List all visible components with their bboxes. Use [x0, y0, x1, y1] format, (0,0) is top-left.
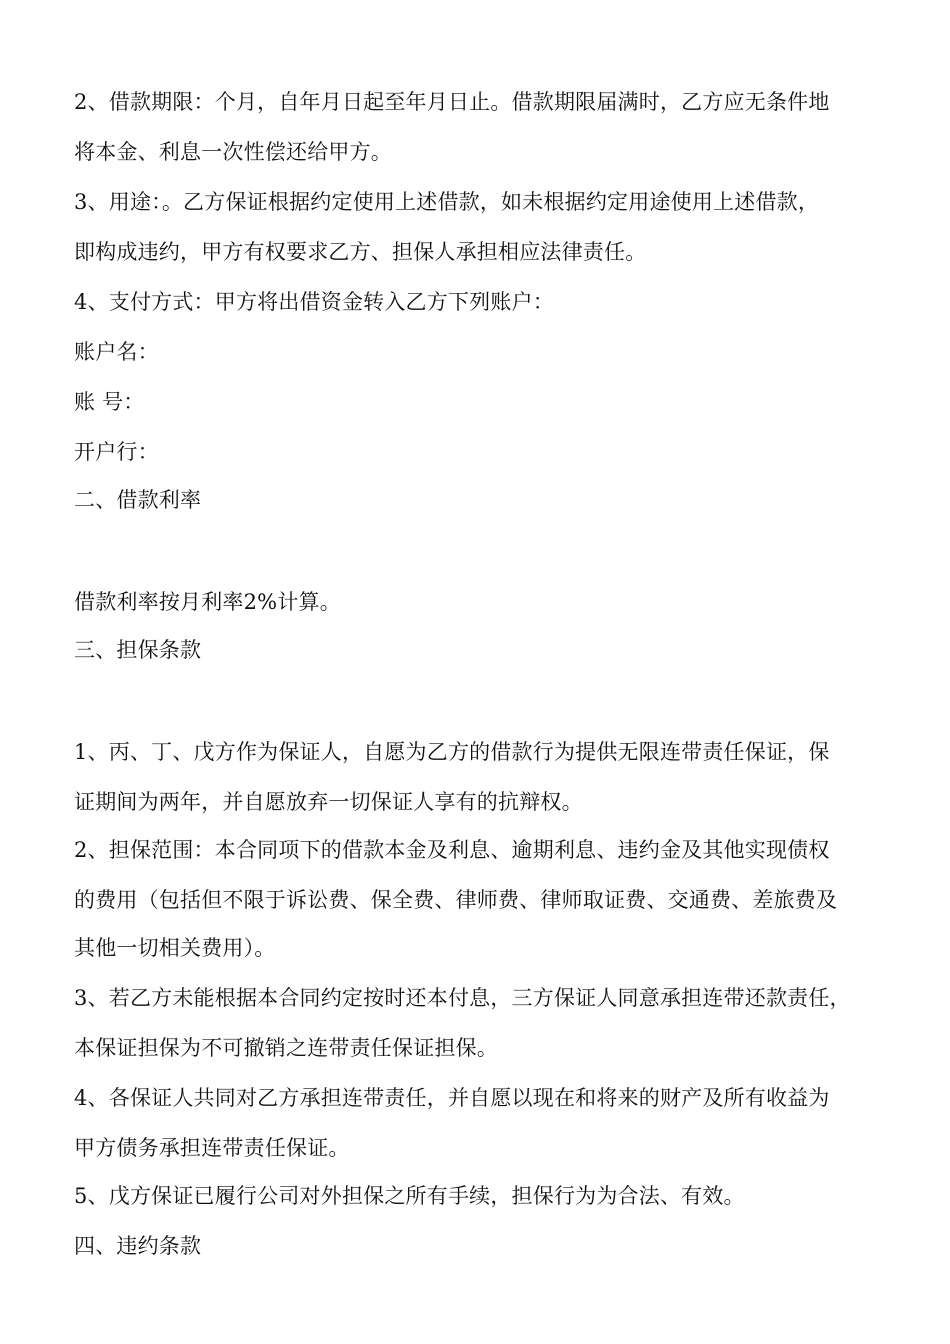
- clause-1-4-line-1: 4、支付方式：甲方将出借资金转入乙方下列账户：: [74, 290, 554, 314]
- clause-1-3-line-2: 即构成违约，甲方有权要求乙方、担保人承担相应法律责任。: [74, 240, 647, 264]
- section-heading-guarantee: 三、担保条款: [74, 638, 202, 662]
- section-heading-interest-rate: 二、借款利率: [74, 488, 202, 512]
- interest-rate-text: 借款利率按月利率2%计算。: [74, 590, 341, 614]
- clause-3-3-line-1: 3、若乙方未能根据本合同约定按时还本付息，三方保证人同意承担连带还款责任，: [74, 986, 851, 1010]
- clause-3-2-line-1: 2、担保范围：本合同项下的借款本金及利息、逾期利息、违约金及其他实现债权: [74, 838, 830, 862]
- clause-1-2-line-2: 将本金、利息一次性偿还给甲方。: [74, 140, 392, 164]
- clause-3-2-line-2: 的费用（包括但不限于诉讼费、保全费、律师费、律师取证费、交通费、差旅费及: [74, 888, 838, 912]
- clause-3-1-line-1: 1、丙、丁、戊方作为保证人，自愿为乙方的借款行为提供无限连带责任保证，保: [74, 740, 830, 764]
- account-number-field: 账 号：: [74, 390, 145, 414]
- clause-3-3-line-2: 本保证担保为不可撤销之连带责任保证担保。: [74, 1036, 498, 1060]
- opening-bank-field: 开户行：: [74, 440, 159, 464]
- clause-3-5-line-1: 5、戊方保证已履行公司对外担保之所有手续，担保行为为合法、有效。: [74, 1184, 745, 1208]
- account-name-field: 账户名：: [74, 340, 159, 364]
- clause-3-4-line-2: 甲方债务承担连带责任保证。: [74, 1136, 350, 1160]
- clause-3-4-line-1: 4、各保证人共同对乙方承担连带责任，并自愿以现在和将来的财产及所有收益为: [74, 1086, 830, 1110]
- section-heading-breach: 四、违约条款: [74, 1234, 202, 1258]
- clause-3-2-line-3: 其他一切相关费用）。: [74, 936, 276, 960]
- clause-1-2-line-1: 2、借款期限：个月，自年月日起至年月日止。借款期限届满时，乙方应无条件地: [74, 90, 830, 114]
- clause-1-3-line-1: 3、用途：。乙方保证根据约定使用上述借款，如未根据约定用途使用上述借款，: [74, 190, 820, 214]
- clause-3-1-line-2: 证期间为两年，并自愿放弃一切保证人享有的抗辩权。: [74, 790, 583, 814]
